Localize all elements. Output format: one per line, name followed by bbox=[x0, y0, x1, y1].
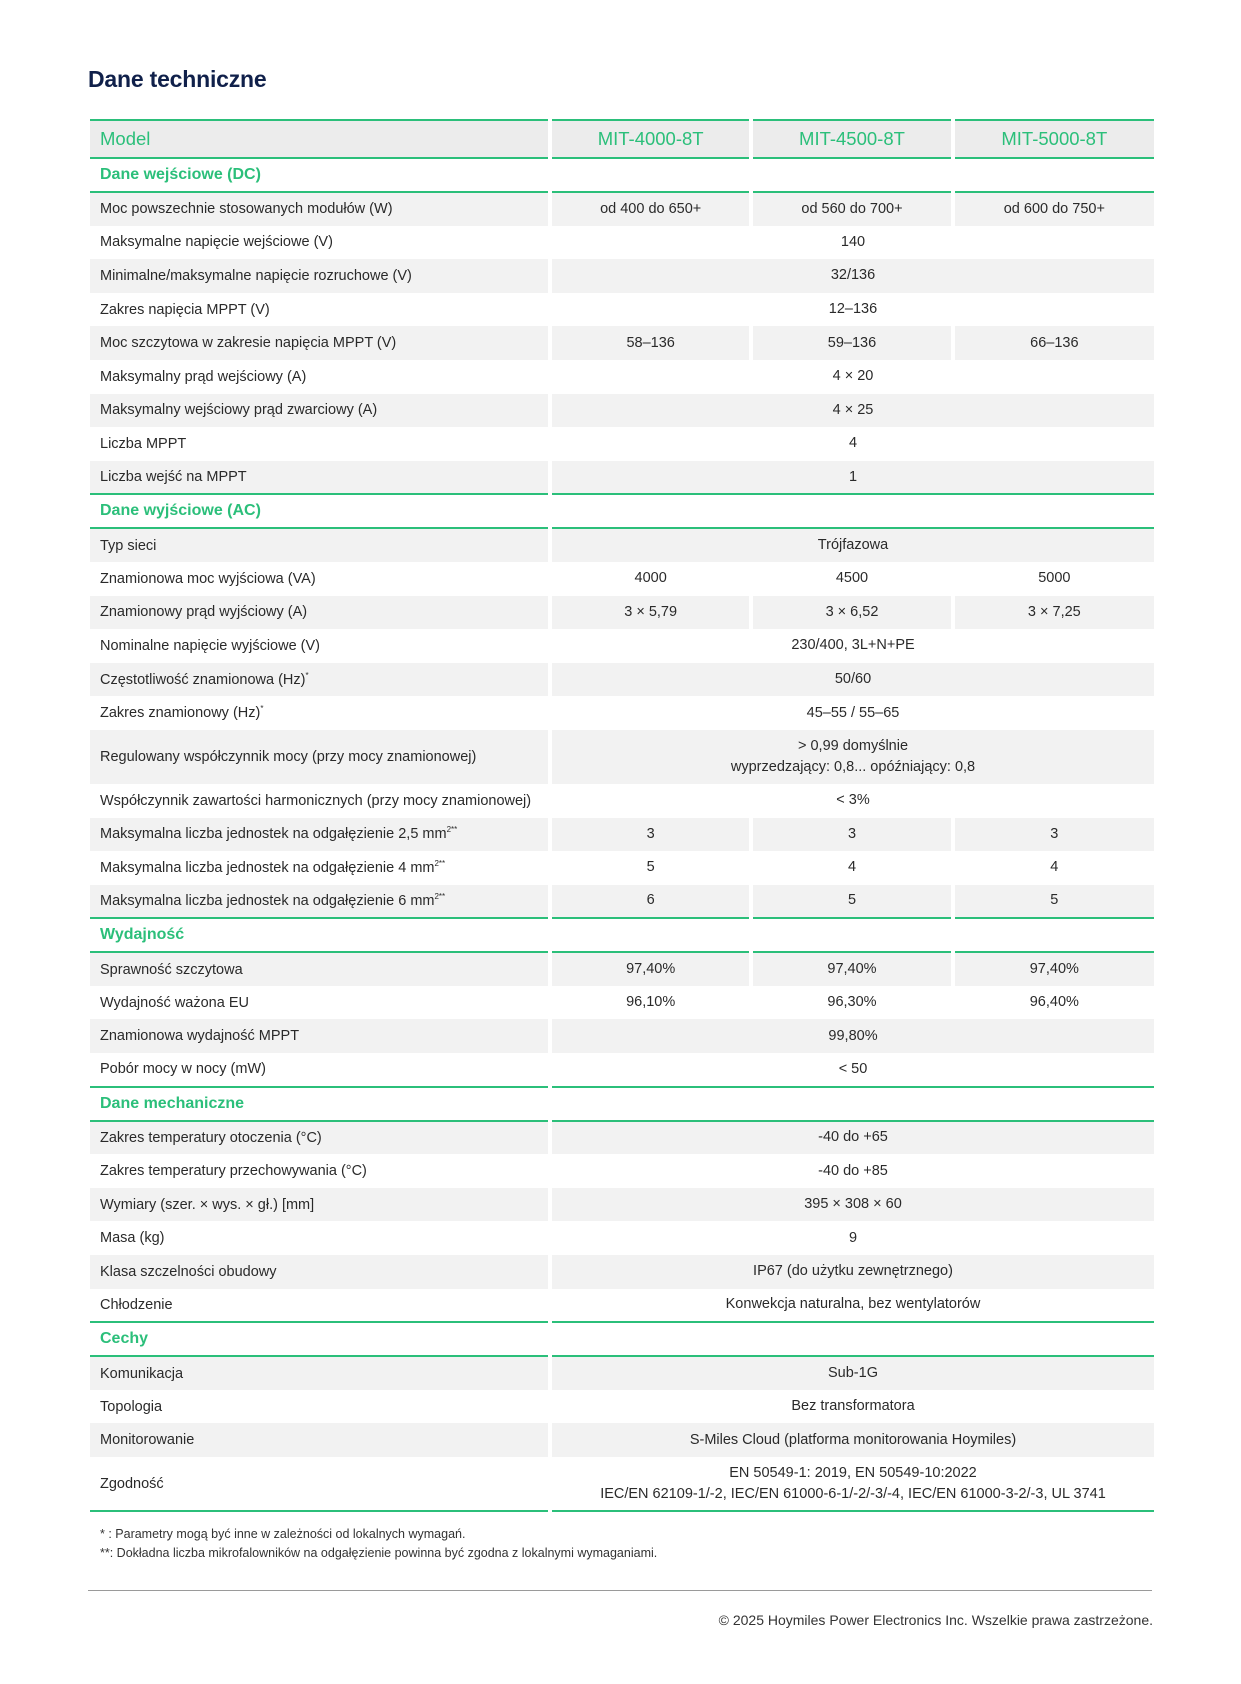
value-cell: 66–136 bbox=[953, 326, 1154, 360]
row-label: Wymiary (szer. × wys. × gł.) [mm] bbox=[100, 1196, 315, 1213]
value-cell bbox=[550, 394, 1154, 428]
cell-value: 50/60 bbox=[834, 671, 872, 688]
value-cell: 3 × 6,52 bbox=[751, 596, 952, 630]
value-cell: 3 bbox=[550, 818, 751, 852]
row-label: Regulowany współczynnik mocy (przy mocy znamionowej) bbox=[100, 748, 477, 765]
row-label-cell bbox=[90, 461, 550, 495]
cell-value: Sub-1G bbox=[828, 1365, 878, 1382]
row-label-cell bbox=[90, 259, 550, 293]
value-cell bbox=[550, 293, 1154, 327]
row-label: Pobór mocy w nocy (mW) bbox=[100, 1061, 266, 1078]
row-label-cell bbox=[90, 596, 550, 630]
cell-value: < 50 bbox=[838, 1060, 868, 1077]
row-label: Moc szczytowa w zakresie napięcia MPPT (V) bbox=[100, 335, 397, 352]
row-label: Komunikacja bbox=[100, 1365, 184, 1382]
table-row bbox=[90, 1188, 1154, 1222]
row-label: Moc powszechnie stosowanych modułów (W) bbox=[100, 201, 393, 218]
value-cell: 4500 bbox=[751, 562, 952, 596]
row-label-cell bbox=[90, 1121, 550, 1155]
row-label-cell bbox=[90, 562, 550, 596]
table-row bbox=[90, 1255, 1154, 1289]
value-cell: 5 bbox=[751, 885, 952, 919]
value-cell bbox=[550, 360, 1154, 394]
table-row bbox=[90, 1221, 1154, 1255]
cell-value: 395 × 308 × 60 bbox=[804, 1196, 902, 1213]
table-row bbox=[90, 952, 1154, 986]
value-cell bbox=[550, 1255, 1154, 1289]
row-label-cell bbox=[90, 730, 550, 784]
section-title: Cechy bbox=[90, 1322, 1154, 1356]
row-label-cell bbox=[90, 360, 550, 394]
row-label-cell bbox=[90, 696, 550, 730]
cell-value: > 0,99 domyślnie bbox=[797, 737, 909, 754]
value-cell: 97,40% bbox=[550, 952, 751, 986]
row-label-cell bbox=[90, 1154, 550, 1188]
row-label: Znamionowa moc wyjściowa (VA) bbox=[100, 570, 316, 587]
value-cell bbox=[550, 663, 1154, 697]
table-row bbox=[90, 1390, 1154, 1424]
value-cell bbox=[550, 784, 1154, 818]
row-label: Zakres napięcia MPPT (V) bbox=[100, 301, 270, 318]
section-header-row bbox=[90, 1087, 1154, 1121]
cell-value: 32/136 bbox=[830, 267, 876, 284]
value-cell: 4000 bbox=[550, 562, 751, 596]
model-header-row bbox=[90, 120, 1154, 158]
table-row bbox=[90, 461, 1154, 495]
row-label: Typ sieci bbox=[100, 537, 157, 554]
cell-value: Konwekcja naturalna, bez wentylatorów bbox=[725, 1296, 981, 1313]
table-row bbox=[90, 596, 1154, 630]
page-title: Dane techniczne bbox=[88, 66, 267, 92]
row-label-cell bbox=[90, 326, 550, 360]
cell-value: 230/400, 3L+N+PE bbox=[791, 637, 915, 654]
row-label: Topologia bbox=[100, 1398, 163, 1415]
row-label-cell bbox=[90, 1255, 550, 1289]
footnote: * : Parametry mogą być inne w zależności od lokalnych wymagań. bbox=[100, 1527, 466, 1541]
row-label: Nominalne napięcie wyjściowe (V) bbox=[100, 637, 321, 654]
value-cell bbox=[550, 629, 1154, 663]
row-label: Liczba MPPT bbox=[100, 435, 187, 452]
row-label: Maksymalny prąd wejściowy (A) bbox=[100, 368, 307, 385]
cell-value: 1 bbox=[848, 468, 858, 485]
table-row bbox=[90, 730, 1154, 784]
row-label: Współczynnik zawartości harmonicznych (przy mocy znamionowej) bbox=[100, 792, 532, 809]
value-cell: 3 × 7,25 bbox=[953, 596, 1154, 630]
value-cell: 97,40% bbox=[751, 952, 952, 986]
spec-table bbox=[90, 119, 1154, 1512]
value-cell: 58–136 bbox=[550, 326, 751, 360]
model-name: MIT-5000-8T bbox=[953, 120, 1154, 158]
footnote-marker: 2** bbox=[434, 858, 446, 868]
row-label-cell bbox=[90, 1019, 550, 1053]
value-cell bbox=[550, 528, 1154, 562]
section-title: Dane wyjściowe (AC) bbox=[90, 494, 1154, 528]
row-label-cell bbox=[90, 629, 550, 663]
value-cell bbox=[550, 1019, 1154, 1053]
cell-value: Bez transformatora bbox=[791, 1398, 915, 1415]
cell-value: Trójfazowa bbox=[817, 537, 889, 554]
row-label-cell bbox=[90, 1188, 550, 1222]
value-cell: 4 bbox=[953, 851, 1154, 885]
row-label: Masa (kg) bbox=[100, 1230, 165, 1247]
value-cell bbox=[550, 259, 1154, 293]
table-row bbox=[90, 696, 1154, 730]
row-label-cell bbox=[90, 1457, 550, 1511]
cell-value: 99,80% bbox=[828, 1027, 878, 1044]
value-cell: 4 bbox=[751, 851, 952, 885]
value-cell bbox=[550, 461, 1154, 495]
value-cell bbox=[550, 730, 1154, 784]
row-label-cell bbox=[90, 293, 550, 327]
value-cell: 5 bbox=[550, 851, 751, 885]
value-cell: 96,10% bbox=[550, 986, 751, 1020]
table-row bbox=[90, 1154, 1154, 1188]
row-label-cell bbox=[90, 885, 550, 919]
value-cell: 5000 bbox=[953, 562, 1154, 596]
row-label-cell bbox=[90, 818, 550, 852]
copyright: © 2025 Hoymiles Power Electronics Inc. Wszelkie prawa zastrzeżone. bbox=[718, 1612, 1153, 1628]
value-cell bbox=[550, 1188, 1154, 1222]
cell-value: < 3% bbox=[836, 792, 870, 809]
row-label: Zakres temperatury przechowywania (°C) bbox=[100, 1163, 367, 1180]
table-row bbox=[90, 1289, 1154, 1323]
row-label-cell bbox=[90, 986, 550, 1020]
row-label: Maksymalne napięcie wejściowe (V) bbox=[100, 234, 333, 251]
section-title: Dane wejściowe (DC) bbox=[90, 158, 1154, 192]
footnotes bbox=[100, 1525, 657, 1563]
row-label: Minimalne/maksymalne napięcie rozruchowe (V) bbox=[100, 267, 412, 284]
value-cell: 96,30% bbox=[751, 986, 952, 1020]
value-cell bbox=[550, 1457, 1154, 1511]
cell-value: -40 do +65 bbox=[818, 1129, 888, 1146]
section-header-row bbox=[90, 494, 1154, 528]
model-name: MIT-4500-8T bbox=[751, 120, 952, 158]
row-label-cell bbox=[90, 427, 550, 461]
footnote-marker: 2** bbox=[446, 825, 458, 835]
value-cell bbox=[550, 1289, 1154, 1323]
row-label-cell bbox=[90, 851, 550, 885]
row-label: Klasa szczelności obudowy bbox=[100, 1263, 277, 1280]
table-row bbox=[90, 1457, 1154, 1511]
value-cell bbox=[550, 427, 1154, 461]
cell-value: 4 × 20 bbox=[832, 368, 874, 385]
row-label-cell bbox=[90, 192, 550, 226]
cell-value: 4 bbox=[848, 435, 858, 452]
value-cell bbox=[550, 1221, 1154, 1255]
table-row bbox=[90, 226, 1154, 260]
row-label: Zgodność bbox=[100, 1475, 164, 1492]
section-header-row bbox=[90, 918, 1154, 952]
cell-value: 9 bbox=[848, 1229, 858, 1246]
table-row bbox=[90, 293, 1154, 327]
value-cell: 3 bbox=[953, 818, 1154, 852]
value-cell: 6 bbox=[550, 885, 751, 919]
row-label-cell bbox=[90, 784, 550, 818]
model-name: MIT-4000-8T bbox=[550, 120, 751, 158]
row-label: Znamionowy prąd wyjściowy (A) bbox=[100, 604, 308, 621]
table-row bbox=[90, 1053, 1154, 1087]
row-label: Maksymalna liczba jednostek na odgałęzienie 6 mm bbox=[100, 892, 435, 909]
table-row bbox=[90, 360, 1154, 394]
row-label-cell bbox=[90, 1356, 550, 1390]
table-row bbox=[90, 259, 1154, 293]
section-header-row bbox=[90, 1322, 1154, 1356]
row-label: Liczba wejść na MPPT bbox=[100, 469, 247, 486]
table-row bbox=[90, 394, 1154, 428]
row-label: Zakres temperatury otoczenia (°C) bbox=[100, 1129, 322, 1146]
value-cell bbox=[550, 1356, 1154, 1390]
table-row bbox=[90, 986, 1154, 1020]
value-cell bbox=[550, 1423, 1154, 1457]
cell-value: S-Miles Cloud (platforma monitorowania Hoymiles) bbox=[689, 1431, 1017, 1448]
table-row bbox=[90, 629, 1154, 663]
row-label: Sprawność szczytowa bbox=[100, 961, 243, 978]
value-cell bbox=[550, 226, 1154, 260]
row-label-cell bbox=[90, 1423, 550, 1457]
table-row bbox=[90, 663, 1154, 697]
row-label-cell bbox=[90, 663, 550, 697]
value-cell bbox=[550, 1053, 1154, 1087]
footnote-marker: * bbox=[260, 704, 264, 714]
section-title: Dane mechaniczne bbox=[90, 1087, 1154, 1121]
row-label: Wydajność ważona EU bbox=[100, 994, 249, 1011]
table-row bbox=[90, 1423, 1154, 1457]
row-label: Częstotliwość znamionowa (Hz) bbox=[100, 671, 306, 688]
spec-table-body bbox=[90, 158, 1154, 1511]
footnote-marker: * bbox=[305, 670, 309, 680]
footer-divider bbox=[88, 1590, 1152, 1591]
model-header-label: Model bbox=[90, 120, 550, 158]
row-label: Znamionowa wydajność MPPT bbox=[100, 1028, 300, 1045]
table-row bbox=[90, 326, 1154, 360]
value-cell bbox=[550, 696, 1154, 730]
value-cell: 5 bbox=[953, 885, 1154, 919]
row-label-cell bbox=[90, 1053, 550, 1087]
value-cell: 96,40% bbox=[953, 986, 1154, 1020]
row-label: Chłodzenie bbox=[100, 1296, 173, 1313]
cell-value-line2: wyprzedzający: 0,8... opóźniający: 0,8 bbox=[730, 758, 976, 775]
cell-value-line2: IEC/EN 62109-1/-2, IEC/EN 61000-6-1/-2/-3/-4, IEC/EN 61000-3-2/-3, UL 3741 bbox=[600, 1485, 1106, 1502]
row-label-cell bbox=[90, 1221, 550, 1255]
row-label: Maksymalna liczba jednostek na odgałęzienie 2,5 mm bbox=[100, 826, 447, 843]
row-label-cell bbox=[90, 226, 550, 260]
cell-value: -40 do +85 bbox=[818, 1162, 888, 1179]
table-row bbox=[90, 192, 1154, 226]
row-label: Zakres znamionowy (Hz) bbox=[100, 705, 261, 722]
row-label-cell bbox=[90, 1289, 550, 1323]
value-cell: 59–136 bbox=[751, 326, 952, 360]
table-row bbox=[90, 784, 1154, 818]
footnote-marker: 2** bbox=[434, 891, 446, 901]
cell-value: 45–55 / 55–65 bbox=[806, 704, 900, 721]
section-header-row bbox=[90, 158, 1154, 192]
value-cell: od 400 do 650+ bbox=[550, 192, 751, 226]
table-row bbox=[90, 885, 1154, 919]
value-cell: 3 bbox=[751, 818, 952, 852]
cell-value: EN 50549-1: 2019, EN 50549-10:2022 bbox=[729, 1464, 977, 1481]
row-label-cell bbox=[90, 528, 550, 562]
cell-value: 12–136 bbox=[828, 301, 878, 318]
row-label: Maksymalny wejściowy prąd zwarciowy (A) bbox=[100, 402, 378, 419]
cell-value: IP67 (do użytku zewnętrznego) bbox=[753, 1263, 953, 1280]
table-row bbox=[90, 1121, 1154, 1155]
table-row bbox=[90, 427, 1154, 461]
table-row bbox=[90, 562, 1154, 596]
value-cell: od 560 do 700+ bbox=[751, 192, 952, 226]
footnote: **: Dokładna liczba mikrofalowników na odgałęzienie powinna być zgodna z lokalnymi wymaganiami. bbox=[100, 1546, 658, 1560]
table-row bbox=[90, 851, 1154, 885]
value-cell: 3 × 5,79 bbox=[550, 596, 751, 630]
value-cell: 97,40% bbox=[953, 952, 1154, 986]
value-cell: od 600 do 750+ bbox=[953, 192, 1154, 226]
row-label-cell bbox=[90, 1390, 550, 1424]
row-label-cell bbox=[90, 952, 550, 986]
table-row bbox=[90, 1019, 1154, 1053]
row-label: Monitorowanie bbox=[100, 1432, 195, 1449]
value-cell bbox=[550, 1121, 1154, 1155]
cell-value: 140 bbox=[840, 233, 866, 250]
value-cell bbox=[550, 1390, 1154, 1424]
cell-value: 4 × 25 bbox=[832, 401, 874, 418]
table-row bbox=[90, 528, 1154, 562]
table-row bbox=[90, 818, 1154, 852]
row-label-cell bbox=[90, 394, 550, 428]
value-cell bbox=[550, 1154, 1154, 1188]
row-label: Maksymalna liczba jednostek na odgałęzienie 4 mm bbox=[100, 859, 435, 876]
table-row bbox=[90, 1356, 1154, 1390]
section-title: Wydajność bbox=[90, 918, 1154, 952]
